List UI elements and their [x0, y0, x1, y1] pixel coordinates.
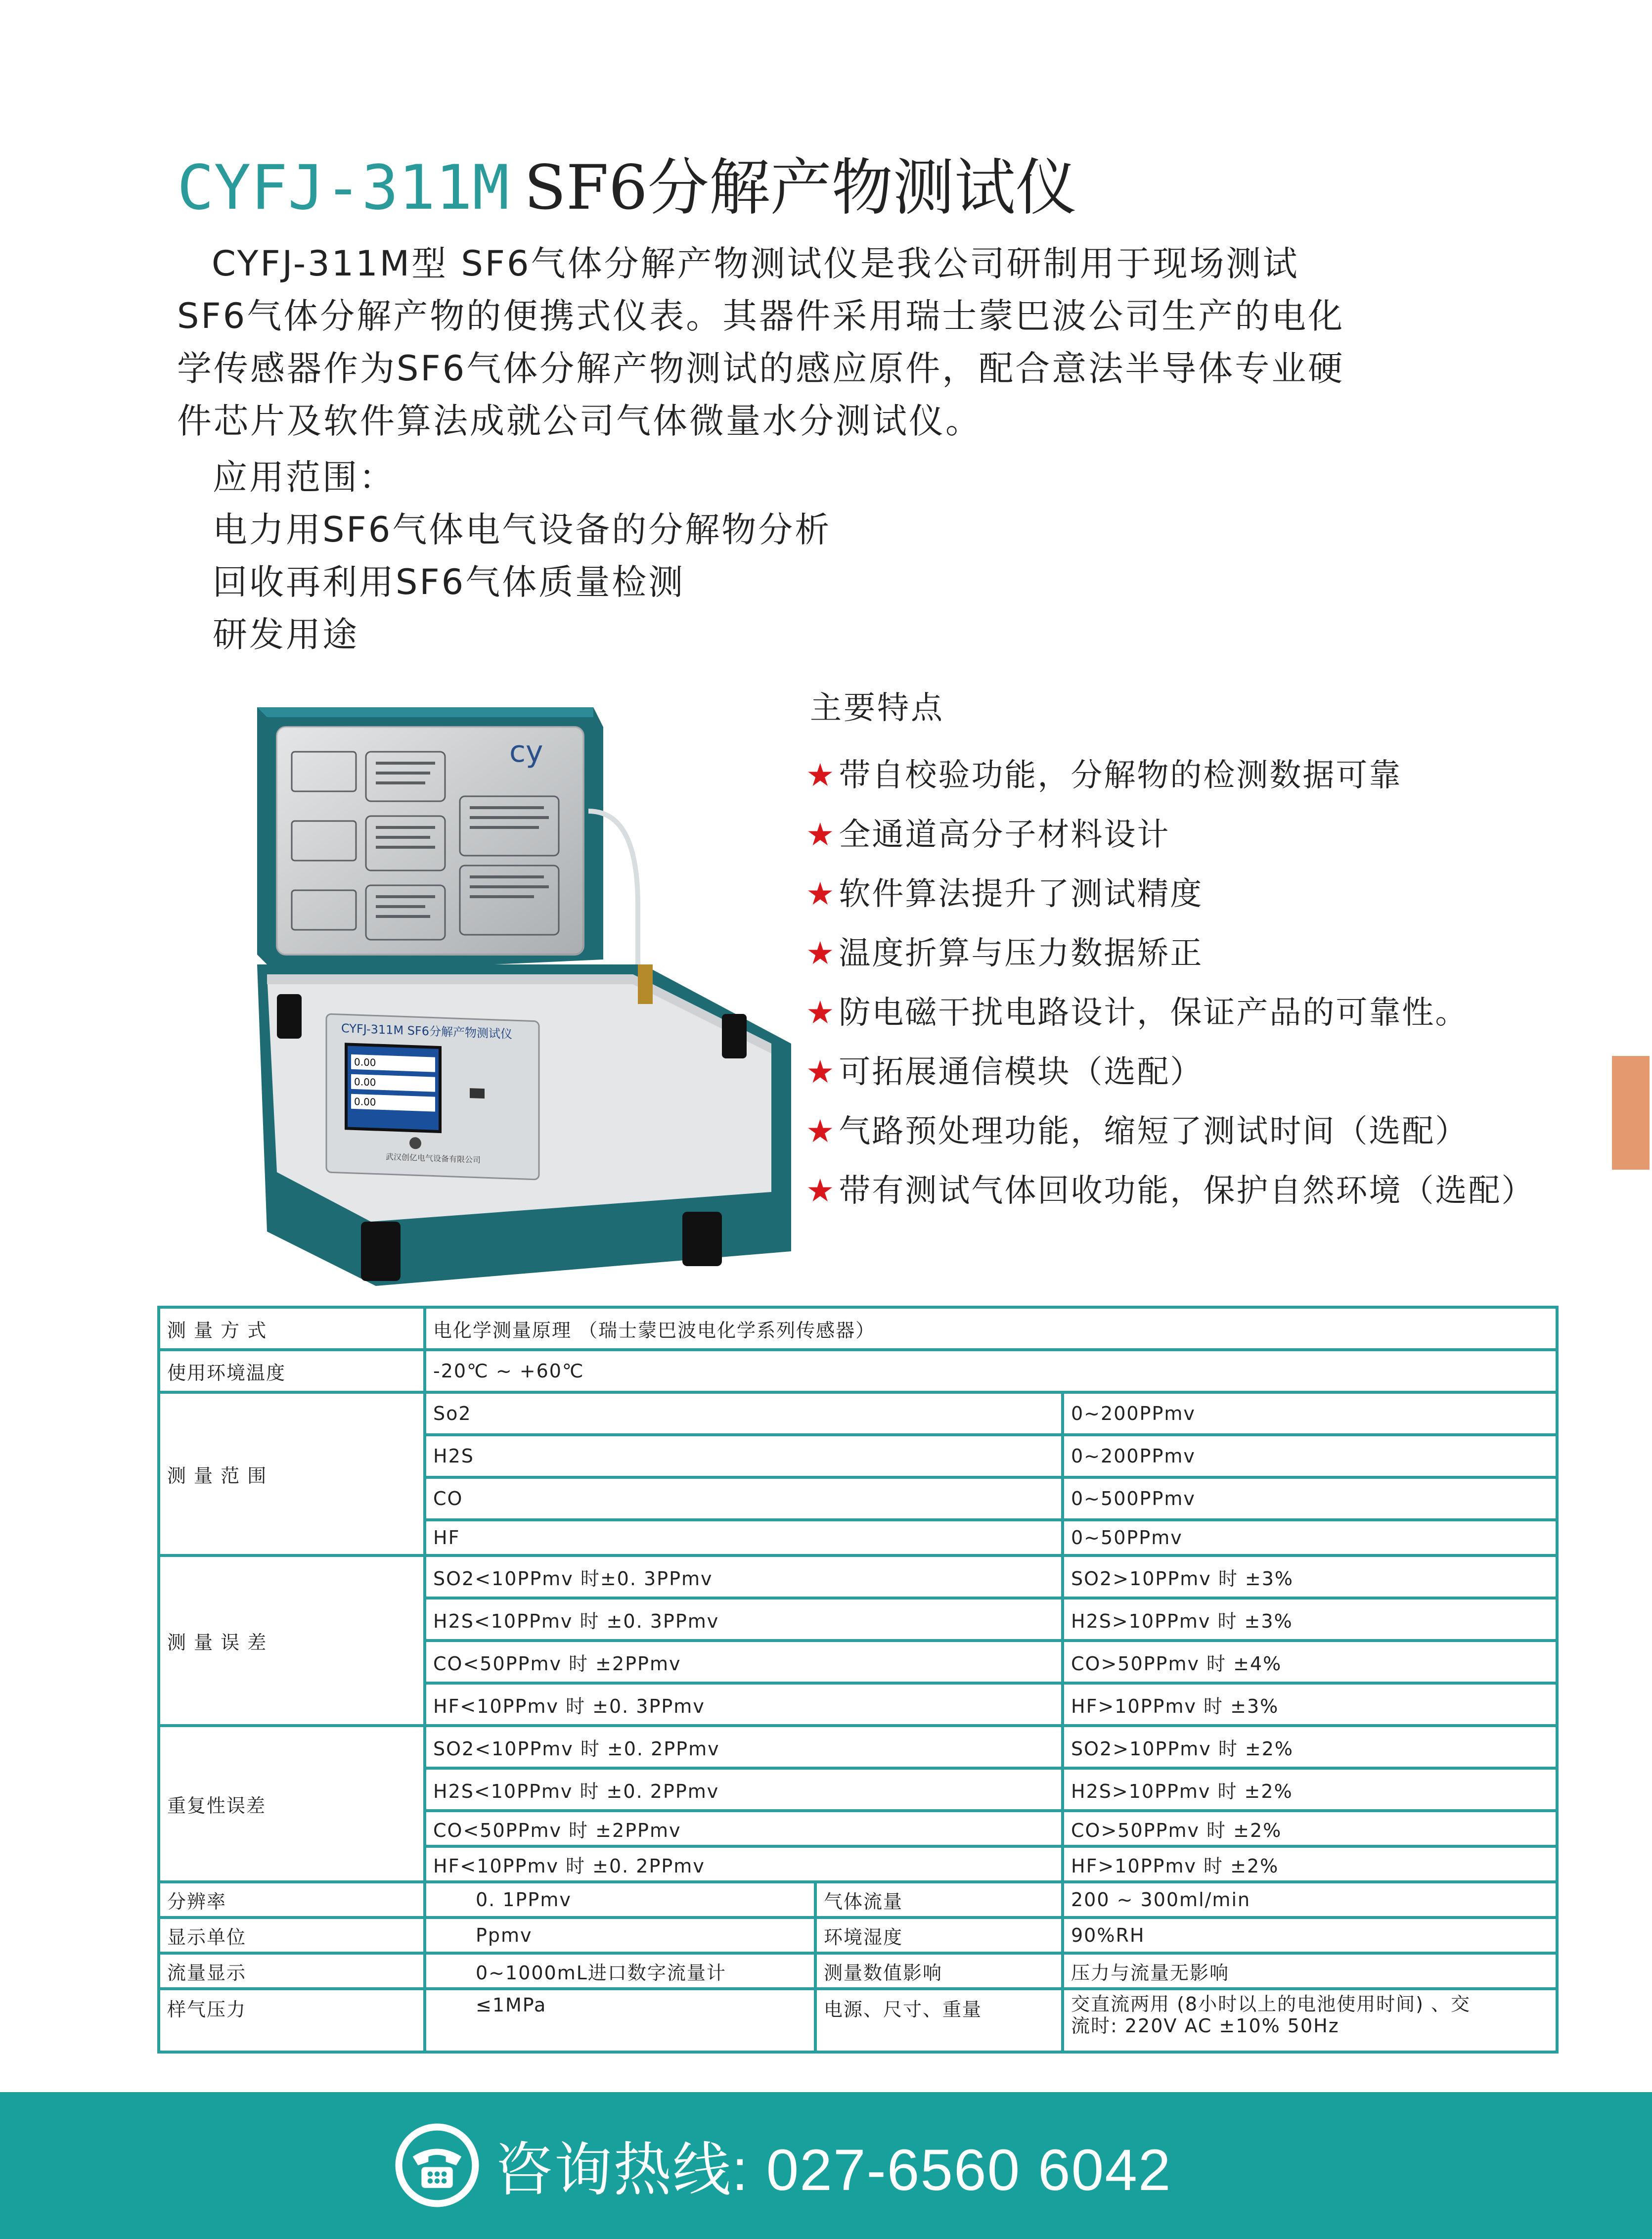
spec-label: 测量数值影响 [815, 1953, 1063, 1989]
feature-text: 防电磁干扰电路设计，保证产品的可靠性。 [839, 995, 1469, 1031]
star-icon: ★ [806, 935, 836, 972]
repeat-high: SO2>10PPmv 时 ±2% [1063, 1726, 1557, 1768]
feature-text: 气路预处理功能，缩短了测试时间（选配） [839, 1113, 1469, 1150]
gas-range: 0~200PPmv [1063, 1435, 1557, 1477]
spec-value: 0~1000mL进口数字流量计 [425, 1953, 815, 1989]
spec-label: 电源、尺寸、重量 [815, 1989, 1063, 2052]
star-icon: ★ [806, 757, 836, 794]
power-line: 交直流两用 (8小时以上的电池使用时间) 、交 [1071, 1993, 1471, 2015]
spec-label: 气体流量 [815, 1882, 1063, 1918]
gas-name: CO [425, 1477, 1063, 1520]
power-line: 流时: 220V AC ±10% 50Hz [1071, 2015, 1339, 2037]
table-row [159, 1307, 1557, 1350]
application-item: 回收再利用SF6气体质量检测 [213, 562, 685, 602]
feature-item [806, 1102, 1534, 1161]
feature-item [806, 865, 1534, 924]
error-low: H2S<10PPmv 时 ±0. 3PPmv [425, 1598, 1063, 1641]
gas-range: 0~500PPmv [1063, 1477, 1557, 1520]
error-high: SO2>10PPmv 时 ±3% [1063, 1555, 1557, 1598]
spec-value: 200 ~ 300ml/min [1063, 1882, 1557, 1918]
svg-text:cy: cy [509, 734, 543, 769]
spec-label: 重复性误差 [159, 1726, 425, 1882]
intro-line: SF6气体分解产物的便携式仪表。其器件采用瑞士蒙巴波公司生产的电化 [177, 296, 1345, 336]
spec-label: 显示单位 [159, 1918, 425, 1953]
gas-name: HF [425, 1520, 1063, 1555]
repeat-high: CO>50PPmv 时 ±2% [1063, 1811, 1557, 1846]
table-row [159, 1989, 1557, 2052]
feature-item [806, 805, 1534, 865]
intro-line: 件芯片及软件算法成就公司气体微量水分测试仪。 [177, 401, 982, 441]
applications-section [213, 451, 831, 661]
repeat-low: SO2<10PPmv 时 ±0. 2PPmv [425, 1726, 1063, 1768]
panel-title: CYFJ-311M SF6分解产物测试仪 [341, 1021, 513, 1042]
application-item: 电力用SF6气体电气设备的分解物分析 [213, 509, 832, 550]
spec-label: 环境湿度 [815, 1918, 1063, 1953]
feature-text: 全通道高分子材料设计 [839, 817, 1170, 853]
spec-table [157, 1306, 1559, 2054]
feature-item [806, 1043, 1534, 1102]
spec-label: 样气压力 [159, 1989, 425, 2052]
table-row [159, 1350, 1557, 1392]
intro-line: 学传感器作为SF6气体分解产物测试的感应原件，配合意法半导体专业硬 [177, 348, 1345, 389]
page-title [177, 138, 1077, 224]
gas-name: So2 [425, 1392, 1063, 1435]
applications-heading: 应用范围： [213, 457, 396, 498]
error-low: SO2<10PPmv 时±0. 3PPmv [425, 1555, 1063, 1598]
star-icon: ★ [806, 1054, 836, 1091]
feature-item [806, 1161, 1534, 1221]
feature-text: 可拓展通信模块（选配） [839, 1054, 1204, 1091]
table-row [159, 1918, 1557, 1953]
error-high: H2S>10PPmv 时 ±3% [1063, 1598, 1557, 1641]
feature-item [806, 924, 1534, 983]
product-name: SF6分解产物测试仪 [524, 152, 1077, 224]
spec-value: Ppmv [425, 1918, 815, 1953]
gas-range: 0~50PPmv [1063, 1520, 1557, 1555]
repeat-high: H2S>10PPmv 时 ±2% [1063, 1768, 1557, 1811]
star-icon: ★ [806, 995, 836, 1031]
hotline-text: 咨询热线: 027-6560 6042 [494, 2138, 1172, 2203]
feature-text: 软件算法提升了测试精度 [839, 876, 1204, 913]
repeat-low: H2S<10PPmv 时 ±0. 2PPmv [425, 1768, 1063, 1811]
features-title: 主要特点 [810, 690, 944, 727]
spec-value: 90%RH [1063, 1918, 1557, 1953]
spec-label: 测 量 范 围 [159, 1392, 425, 1555]
feature-item [806, 983, 1534, 1043]
screen-value: 0.00 [354, 1075, 376, 1089]
table-row [159, 1953, 1557, 1989]
spec-value: 电化学测量原理 （瑞士蒙巴波电化学系列传感器） [425, 1307, 1557, 1350]
spec-label: 使用环境温度 [159, 1350, 425, 1392]
error-high: CO>50PPmv 时 ±4% [1063, 1641, 1557, 1683]
features-list [806, 746, 1534, 1221]
spec-label: 流量显示 [159, 1953, 425, 1989]
application-item: 研发用途 [213, 614, 359, 655]
feature-text: 温度折算与压力数据矫正 [839, 935, 1204, 972]
star-icon: ★ [806, 1113, 836, 1150]
table-row [159, 1392, 1557, 1435]
spec-value: -20℃ ~ +60℃ [425, 1350, 1557, 1392]
spec-label: 测 量 误 差 [159, 1555, 425, 1726]
screen-value: 0.00 [354, 1055, 376, 1069]
table-row [159, 1882, 1557, 1918]
gas-range: 0~200PPmv [1063, 1392, 1557, 1435]
spec-value: 0. 1PPmv [425, 1882, 815, 1918]
table-row [159, 1726, 1557, 1768]
spec-label: 测 量 方 式 [159, 1307, 425, 1350]
spec-value: ≤1MPa [425, 1989, 815, 2052]
side-tab [1612, 1056, 1650, 1170]
repeat-high: HF>10PPmv 时 ±2% [1063, 1846, 1557, 1882]
feature-item [806, 746, 1534, 805]
intro-paragraph [177, 237, 1473, 447]
spec-value: 压力与流量无影响 [1063, 1953, 1557, 1989]
error-low: CO<50PPmv 时 ±2PPmv [425, 1641, 1063, 1683]
panel-company: 武汉创亿电气设备有限公司 [386, 1152, 481, 1165]
model-number: CYFJ-311M [177, 152, 509, 224]
product-photo [247, 697, 801, 1308]
screen-value: 0.00 [354, 1095, 376, 1108]
star-icon: ★ [806, 1173, 836, 1209]
repeat-low: HF<10PPmv 时 ±0. 2PPmv [425, 1846, 1063, 1882]
error-low: HF<10PPmv 时 ±0. 3PPmv [425, 1683, 1063, 1726]
phone-icon [394, 2122, 481, 2209]
intro-line: CYFJ-311M型 SF6气体分解产物测试仪是我公司研制用于现场测试 [212, 243, 1299, 284]
table-row [159, 1555, 1557, 1598]
spec-label: 分辨率 [159, 1882, 425, 1918]
spec-value [1063, 1989, 1557, 2052]
feature-text: 带有测试气体回收功能，保护自然环境（选配） [839, 1173, 1535, 1209]
gas-name: H2S [425, 1435, 1063, 1477]
star-icon: ★ [806, 817, 836, 853]
repeat-low: CO<50PPmv 时 ±2PPmv [425, 1811, 1063, 1846]
feature-text: 带自校验功能，分解物的检测数据可靠 [839, 757, 1402, 794]
star-icon: ★ [806, 876, 836, 913]
error-high: HF>10PPmv 时 ±3% [1063, 1683, 1557, 1726]
